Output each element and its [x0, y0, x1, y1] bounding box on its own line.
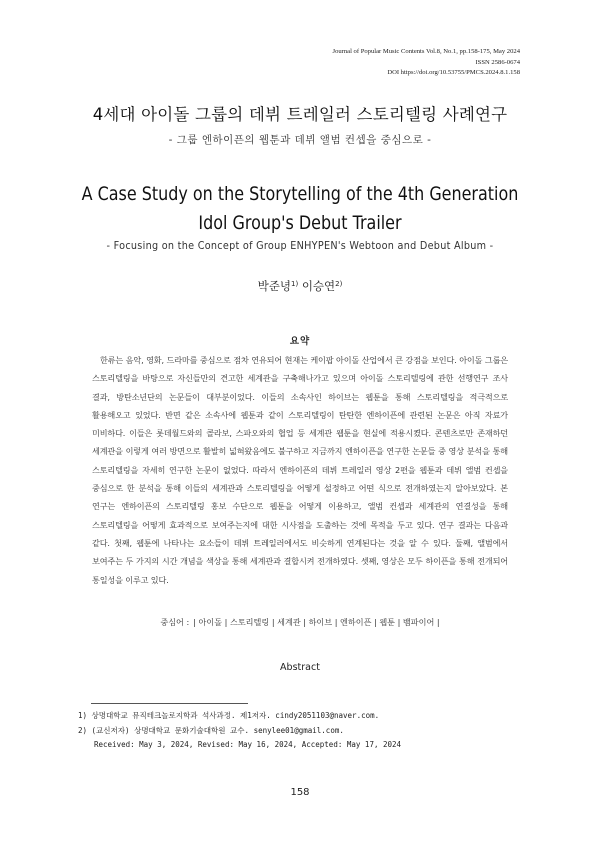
journal-citation: Journal of Popular Music Contents Vol.8, No.1, pp.158-175, May 2024	[332, 48, 520, 55]
author-1-name: 박준녕	[257, 279, 291, 293]
journal-doi: DOI https://doi.org/10.53755/PMCS.2024.8.1.158	[387, 69, 520, 77]
author-line	[0, 278, 600, 294]
journal-issn: ISSN 2586-0674	[475, 58, 520, 66]
english-title-line-1: A Case Study on the Storytelling of the 4th Generation	[81, 183, 519, 205]
footnote-1: 1) 상명대학교 뮤직테크놀로지학과 석사과정. 제1저자. cindy2051103@naver.com.	[78, 711, 380, 720]
keywords-list: | 아이돌 | 스토리텔링 | 세계관 | 하이브 | 엔하이픈 | 웹툰 | 뱀파이어 |	[193, 617, 440, 627]
korean-subtitle: - 그룹 엔하이픈의 웹툰과 데뷔 앨범 컨셉을 중심으로 -	[168, 134, 432, 146]
footnotes	[78, 709, 538, 753]
page-number: 158	[290, 787, 310, 798]
author-1-footnote-mark: 1)	[290, 280, 299, 288]
received-dates: Received: May 3, 2024, Revised: May 16, 2024, Accepted: May 17, 2024	[94, 740, 402, 750]
journal-header	[333, 47, 521, 79]
english-abstract-heading: Abstract	[280, 662, 320, 673]
footnote-divider	[91, 703, 248, 704]
keywords-label: 중심어 :	[160, 617, 190, 627]
english-subtitle: - Focusing on the Concept of Group ENHYPEN's Webtoon and Debut Album -	[106, 240, 494, 252]
abstract-body: 한류는 음악, 영화, 드라마를 중심으로 점차 연유되어 현재는 케이팝 아이돌 산업에서 큰 강점을 보인다. 아이돌 그룹은 스토리텔링을 바탕으로 자신들만의 견고한 세계관을 구축해나가고 있으며 아이돌 스토리텔링에 관한 선행연구 조사 결과, 방탄소년단의 논문들이 대부분이었다. 이들의 소속사인 하이브는 웹툰을 통해 스토리텔링을 적극적으로 활용해오고 있었다. 반면 같은 소속사에 웹툰과 같이 스토리텔링이 탄탄한 엔하이픈에 관련된 논문은 아직 자료가 미비하다. 이들은 롯데월드와의 콜라보, 스파오와의 협업 등 세계관 웹툰을 현실에 적용시켰다. 콘텐츠로만 존재하던 세계관을 이렇게 여러 방면으로 활발히 넓혀왔음에도 불구하고 지금까지 엔하이픈을 연구한 논문들 중 영상 분석을 통해 스토리텔링을 자세히 연구한 논문이 없었다. 따라서 엔하이픈의 데뷔 트레일러 영상 2편을 웹툰과 데뷔 앨범 컨셉을 중심으로 한 분석을 통해 이들의 세계관과 스토리텔링을 어떻게 설정하고 어떤 식으로 전개하였는지 알아보았다. 본 연구는 엔하이픈의 스토리텔링 홍보 수단으로 웹툰을 어떻게 이용하고, 앨범 컨셉과 세계관의 연결성을 통해 스토리텔링을 어떻게 효과적으로 보여주는지에 대한 시사점을 도출하는 것에 목적을 두고 있다. 연구 결과는 다음과 같다. 첫째, 웹툰에 나타나는 요소들이 데뷔 트레일러에서도 비슷하게 연계된다는 것을 알 수 있다. 둘째, 앨범에서 보여주는 두 가지의 시간 개념을 색상을 통해 세계관과 결합시켜 전개하였다. 셋째, 영상은 모두 하이픈을 통해 전개되어 통일성을 이루고 있다.	[92, 355, 508, 585]
abstract-heading: 요약	[289, 336, 311, 347]
author-2-footnote-mark: 2)	[335, 280, 343, 288]
footnote-2: 2) (교신저자) 상명대학교 문화기술대학원 교수. senylee01@gmail.com.	[78, 725, 344, 735]
keywords-line	[0, 617, 600, 628]
korean-title: 4세대 아이돌 그룹의 데뷔 트레일러 스토리텔링 사례연구	[92, 105, 508, 124]
english-title-line-2: Idol Group's Debut Trailer	[198, 212, 402, 234]
author-2-name: 이승연	[301, 279, 336, 293]
